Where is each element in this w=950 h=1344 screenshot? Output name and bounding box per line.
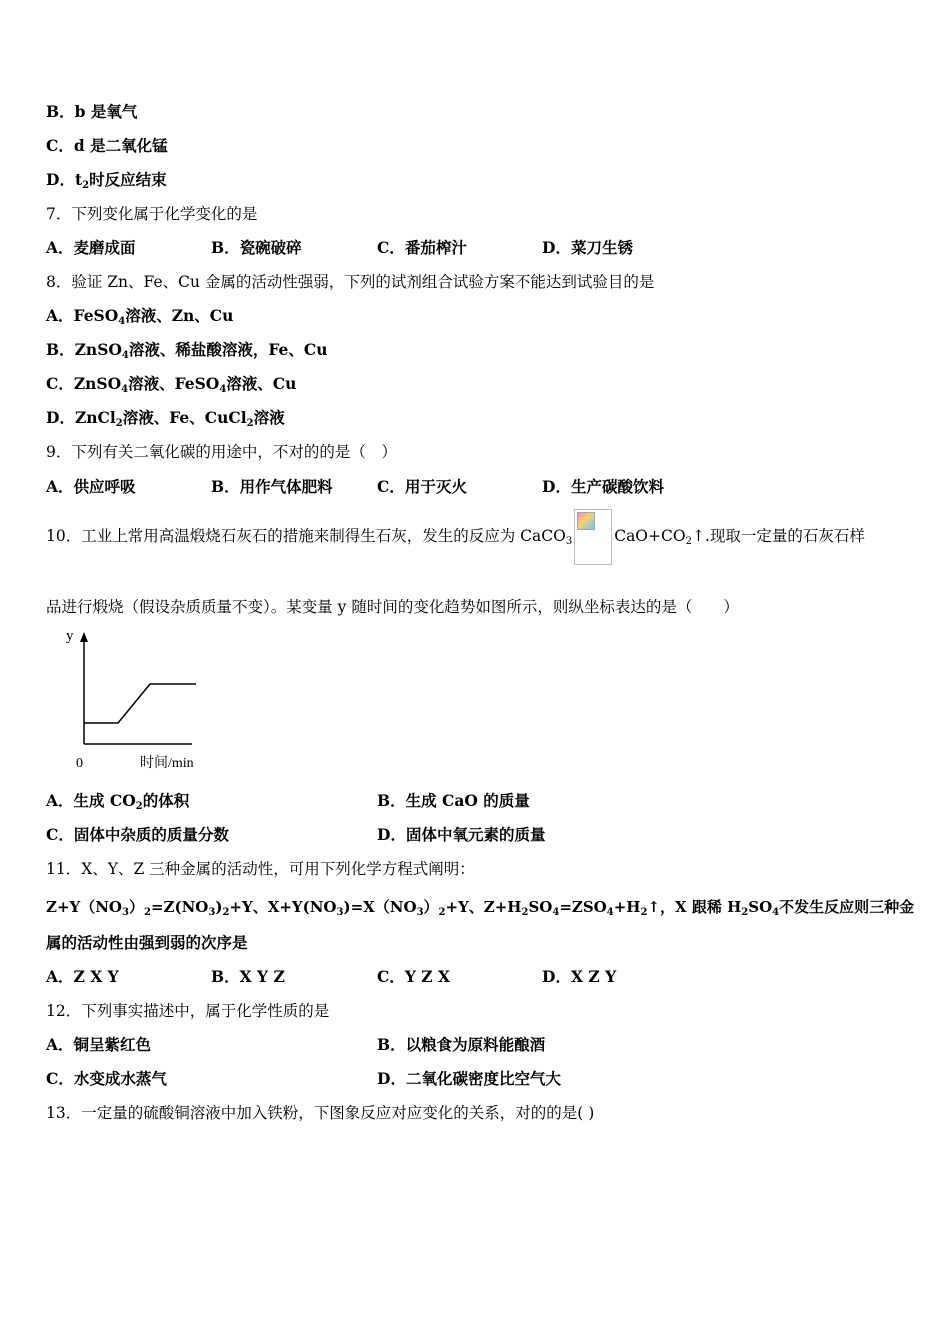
q8-option-b: B．ZnSO$_4$溶液、稀盐酸溶液，Fe、Cu xyxy=(46,340,328,361)
q9-option-d: D．生产碳酸饮料 xyxy=(542,477,664,496)
q10-option-d: D．固体中氧元素的质量 xyxy=(377,825,546,844)
graph-curve xyxy=(84,684,196,723)
q12-option-a: A．铜呈紫红色 xyxy=(46,1035,152,1054)
q11-option-c: C．Y Z X xyxy=(377,967,451,986)
q8-option-d: D．ZnCl$_2$溶液、Fe、CuCl$_2$溶液 xyxy=(46,408,285,429)
q7-option-d: D．菜刀生锈 xyxy=(542,238,633,257)
broken-image-icon xyxy=(577,512,595,530)
q12-option-b: B．以粮食为原料能酿酒 xyxy=(377,1035,546,1054)
graph-origin: 0 xyxy=(76,756,83,771)
q11-equations: $Z+Y(NO_3)_2=Z(NO_3)_2+Y$、$X+Y(NO_3)=X(NO_3)_2+Y$、$Z+H_2SO_4=ZSO_4+H_2↑$，X 跟稀 $H_2SO_4$不发生反应则三种金 xyxy=(46,898,915,918)
graph-y-label: y xyxy=(66,628,74,644)
graph-x-label: 时间/min xyxy=(140,756,194,771)
q9-option-c: C．用于灭火 xyxy=(377,477,467,496)
q8-option-a: A．FeSO$_4$溶液、Zn、Cu xyxy=(46,306,234,327)
q11-option-b: B．X Y Z xyxy=(211,967,285,986)
q13-stem: 13．一定量的硫酸铜溶液中加入铁粉，下图象反应对应变化的关系，对的的是( ) xyxy=(46,1104,595,1122)
q11-stem: 11．X、Y、Z 三种金属的活动性，可用下列化学方程式阐明： xyxy=(46,860,475,878)
reaction-condition-image xyxy=(574,509,612,565)
q7-option-b: B．瓷碗破碎 xyxy=(211,238,302,257)
q6-option-b: B．b 是氧气 xyxy=(46,102,138,121)
q11-stem-cont: 属的活动性由强到弱的次序是 xyxy=(46,933,248,952)
q10-option-a: A．生成 $CO_2$的体积 xyxy=(46,791,190,812)
q10-stem-cont: 品进行煅烧（假设杂质质量不变）。某变量 y 随时间的变化趋势如图所示，则纵坐标表达的是（ ） xyxy=(46,598,739,616)
q7-stem: 7．下列变化属于化学变化的是 xyxy=(46,205,258,223)
q12-option-d: D．二氧化碳密度比空气大 xyxy=(377,1069,561,1088)
q6-option-c: C．d 是二氧化锰 xyxy=(46,136,168,155)
q8-stem: 8．验证 Zn、Fe、Cu 金属的活动性强弱，下列的试剂组合试验方案不能达到试验目的是 xyxy=(46,273,655,291)
q7-option-c: C．番茄榨汁 xyxy=(377,238,467,257)
q8-option-c: C．ZnSO$_4$溶液、FeSO$_4$溶液、Cu xyxy=(46,374,297,395)
q10-option-c: C．固体中杂质的质量分数 xyxy=(46,825,229,844)
q7-option-a: A．麦磨成面 xyxy=(46,238,136,257)
q10-stem: 10．工业上常用高温煅烧石灰石的措施来制得生石灰，发生的反应为 CaCO$_3$ $CaO+CO_2↑$.现取一定量的石灰石样 xyxy=(46,508,865,565)
q10-option-b: B．生成 CaO 的质量 xyxy=(377,791,530,810)
q11-option-a: A．Z X Y xyxy=(46,967,119,986)
q9-option-b: B．用作气体肥料 xyxy=(211,477,333,496)
q12-stem: 12．下列事实描述中，属于化学性质的是 xyxy=(46,1002,330,1020)
q12-option-c: C．水变成水蒸气 xyxy=(46,1069,167,1088)
q10-graph xyxy=(60,622,220,774)
y-axis-arrow xyxy=(80,632,88,642)
q11-option-d: D．X Z Y xyxy=(542,967,617,986)
q9-option-a: A．供应呼吸 xyxy=(46,477,136,496)
q6-option-d: D．$t_2$时反应结束 xyxy=(46,170,167,191)
q9-stem: 9．下列有关二氧化碳的用途中，不对的的是（ ） xyxy=(46,443,397,461)
